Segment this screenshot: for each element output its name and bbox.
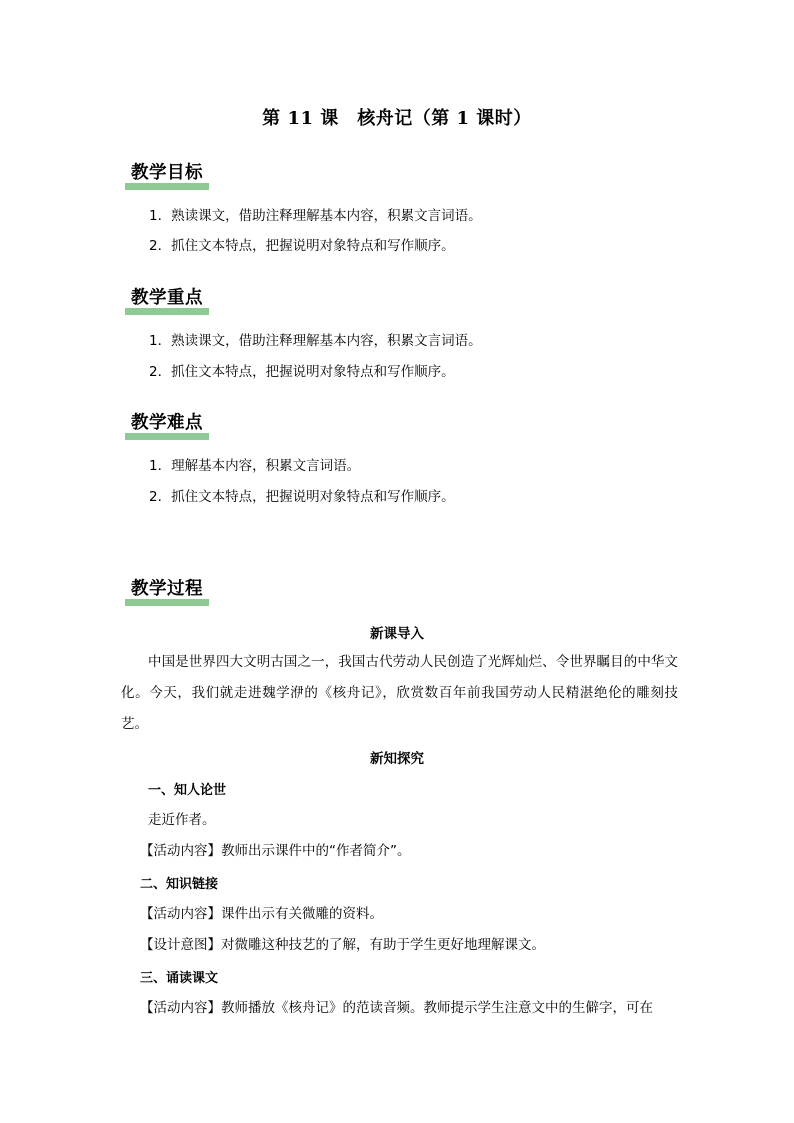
difficulty-item: 2．抓住文本特点，把握说明对象特点和写作顺序。 [149, 489, 455, 505]
section-heading-label: 教学过程 [131, 579, 203, 599]
page-title: 第 11 课 核舟记（第 1 课时） [262, 108, 532, 129]
section-heading-difficulties [125, 412, 209, 436]
step-heading: 二、知识链接 [140, 877, 219, 892]
subheading-intro: 新课导入 [370, 626, 424, 642]
subheading-explore: 新知探究 [370, 751, 424, 767]
section-heading-process [125, 578, 209, 602]
section-heading-label: 教学重点 [131, 288, 203, 308]
section-heading-keypoints [125, 287, 209, 311]
activity-line: 【活动内容】教师出示课件中的“作者简介”。 [140, 843, 411, 859]
goal-item: 2．抓住文本特点，把握说明对象特点和写作顺序。 [149, 238, 455, 254]
section-heading-label: 教学目标 [131, 163, 203, 183]
activity-line: 【活动内容】教师播放《核舟记》的范读音频。教师提示学生注意文中的生僻字，可在 [140, 1000, 653, 1016]
heading-highlight-bar [125, 183, 209, 190]
heading-highlight-bar [125, 433, 209, 440]
intro-paragraph: 中国是世界四大文明古国之一，我国古代劳动人民创造了光辉灿烂、令世界瞩目的中华文化。今天，我们就走进魏学洢的《核舟记》，欣赏数百年前我国劳动人民精湛绝伦的雕刻技艺。 [121, 654, 678, 732]
activity-line: 【活动内容】课件出示有关微雕的资料。 [140, 906, 383, 922]
keypoint-item: 2．抓住文本特点，把握说明对象特点和写作顺序。 [149, 364, 455, 380]
heading-highlight-bar [125, 599, 209, 606]
heading-highlight-bar [125, 308, 209, 315]
design-line: 【设计意图】对微雕这种技艺的了解，有助于学生更好地理解课文。 [140, 937, 545, 953]
keypoint-item: 1．熟读课文，借助注释理解基本内容，积累文言词语。 [149, 333, 482, 349]
difficulty-item: 1．理解基本内容，积累文言词语。 [149, 458, 361, 474]
step-heading: 三、诵读课文 [140, 971, 219, 986]
goal-item: 1．熟读课文，借助注释理解基本内容，积累文言词语。 [149, 208, 482, 224]
step-heading: 一、知人论世 [148, 783, 227, 798]
step-text: 走近作者。 [148, 812, 216, 828]
section-heading-label: 教学难点 [131, 413, 203, 433]
section-heading-goals [125, 162, 209, 186]
